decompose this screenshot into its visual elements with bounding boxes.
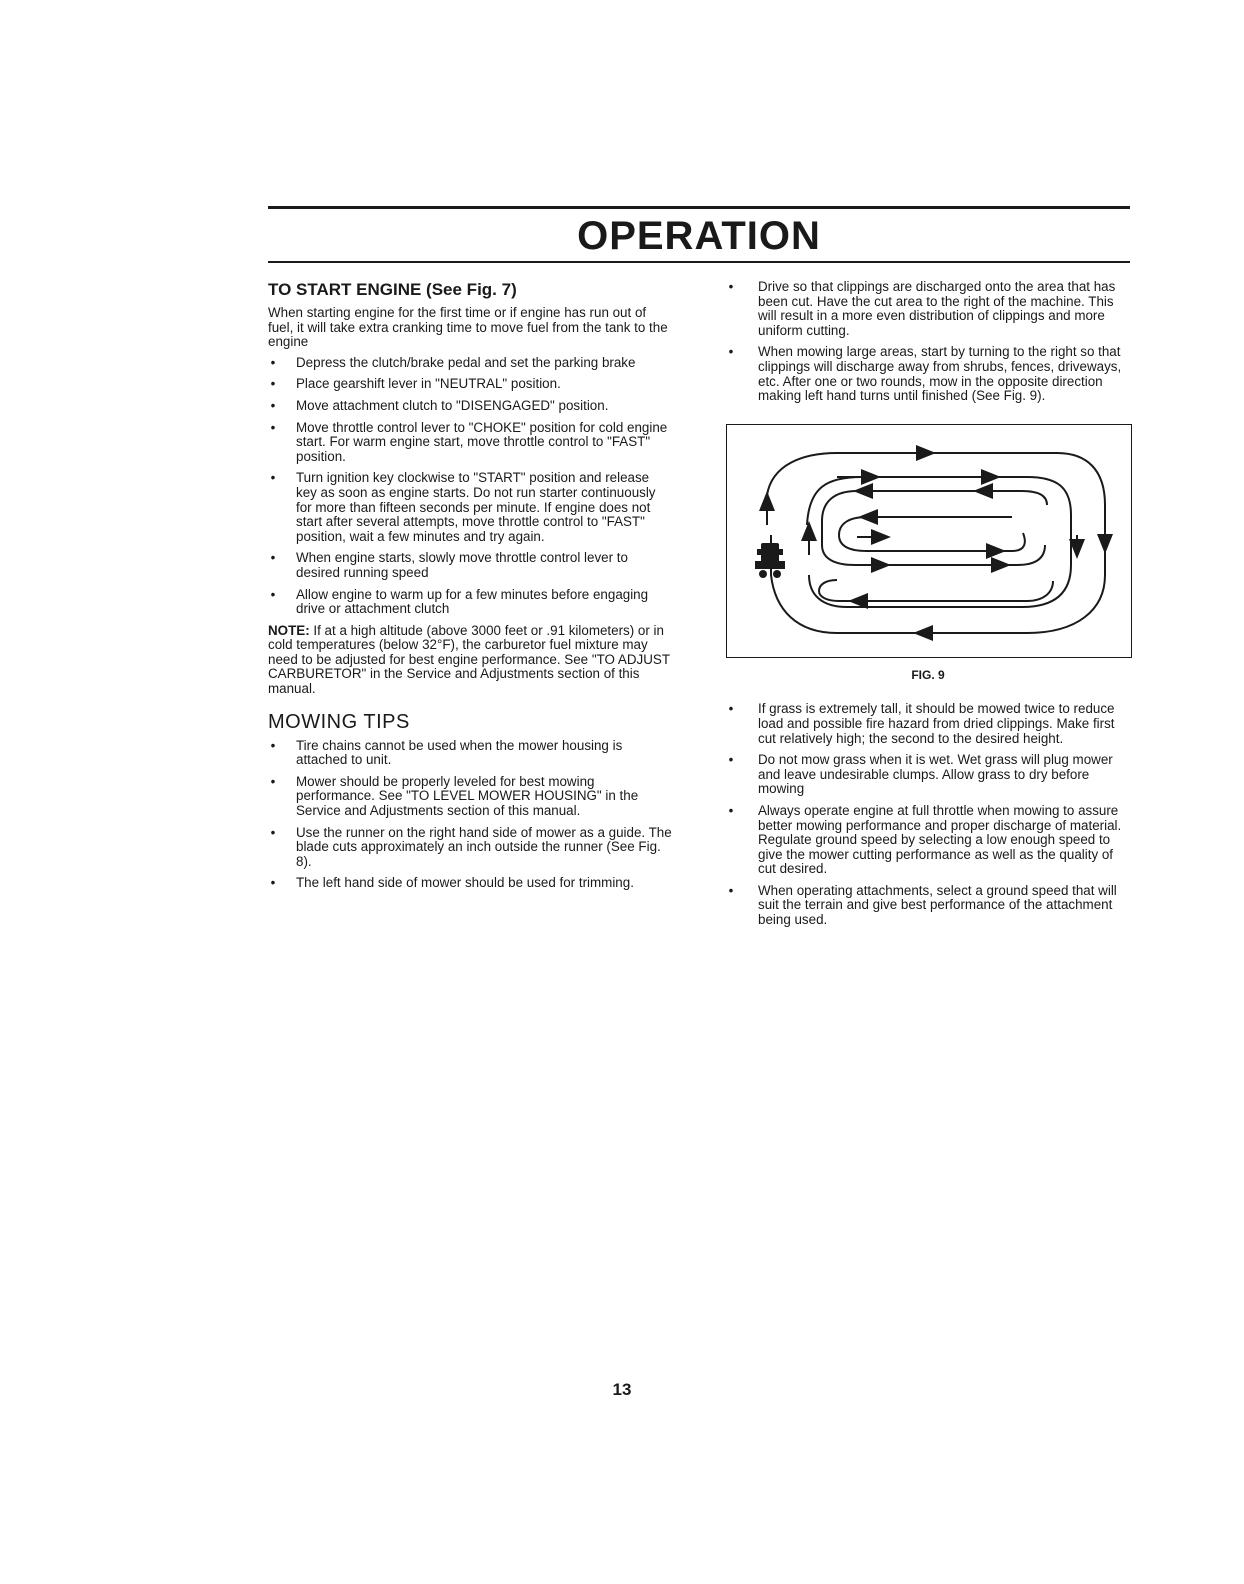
list-item: • The left hand side of mower should be used for trimming. bbox=[268, 876, 672, 891]
start-engine-heading: TO START ENGINE (See Fig. 7) bbox=[268, 280, 517, 299]
list-item: • Always operate engine at full throttle when mowing to assure better mowing performance and proper discharge of material. Regulate ground speed by selecting a low enough speed to give the mower cutting performance as well as the quality of cut desired. bbox=[726, 804, 1130, 877]
bullet-icon: • bbox=[270, 397, 276, 413]
altitude-note bbox=[268, 624, 672, 697]
list-item: • Place gearshift lever in "NEUTRAL" position. bbox=[268, 377, 672, 392]
bullet-icon: • bbox=[270, 773, 276, 789]
list-item: • Tire chains cannot be used when the mower housing is attached to unit. bbox=[268, 739, 672, 768]
list-item: • When operating attachments, select a ground speed that will suit the terrain and give best performance of the attachment being used. bbox=[726, 884, 1130, 928]
mowing-tips-list bbox=[268, 739, 672, 891]
list-item: • Do not mow grass when it is wet. Wet grass will plug mower and leave undesirable clumps. Allow grass to dry before mowing bbox=[726, 753, 1130, 797]
header-rule-top bbox=[268, 206, 1130, 209]
bullet-icon: • bbox=[728, 279, 734, 294]
note-text: If at a high altitude (above 3000 feet or .91 kilometers) or in cold temperatures (below 32°F), the carburetor fuel mixture may need to be adjusted for best engine performance. See "TO ADJUST CARBURETOR" in the Service and Adjustments section of this manual. bbox=[268, 622, 670, 697]
list-item: • When mowing large areas, start by turning to the right so that clippings will discharge away from shrubs, fences, driveways, etc. After one or two rounds, mow in the opposite direction making left hand turns until finished (See Fig. 9). bbox=[726, 345, 1130, 403]
left-column bbox=[268, 280, 672, 898]
list-item: • Use the runner on the right hand side of mower as a guide. The blade cuts approximately an inch outside the runner (See Fig. 8). bbox=[268, 826, 672, 870]
bullet-icon: • bbox=[728, 344, 734, 360]
bullet-icon: • bbox=[270, 419, 276, 435]
bullet-icon: • bbox=[270, 550, 276, 566]
fourth-path bbox=[839, 517, 1025, 551]
page-number: 13 bbox=[612, 1380, 632, 1399]
mowing-direction-list bbox=[726, 280, 1130, 404]
mowing-pattern-figure bbox=[726, 424, 1132, 658]
bullet-icon: • bbox=[270, 737, 276, 753]
list-item: • Depress the clutch/brake pedal and set the parking brake bbox=[268, 356, 672, 371]
start-engine-list bbox=[268, 356, 672, 617]
bullet-icon: • bbox=[270, 354, 276, 370]
bullet-icon: • bbox=[270, 875, 276, 891]
header-rule-bottom bbox=[268, 261, 1130, 263]
note-label: NOTE: bbox=[268, 622, 310, 638]
right-column bbox=[726, 280, 1130, 935]
figure-caption: FIG. 9 bbox=[911, 667, 945, 682]
bullet-icon: • bbox=[728, 701, 734, 717]
bullet-icon: • bbox=[270, 586, 276, 602]
start-engine-intro: When starting engine for the first time or if engine has run out of fuel, it will take extra cranking time to move fuel from the tank to the engine bbox=[268, 305, 668, 350]
mowing-pattern-diagram bbox=[727, 425, 1131, 657]
list-item: • Mower should be properly leveled for best mowing performance. See "TO LEVEL MOWER HOUSING" in the Service and Adjustments section of this manual. bbox=[268, 775, 672, 819]
second-path bbox=[807, 477, 1071, 607]
fifth-path bbox=[819, 580, 1053, 601]
list-item: • Turn ignition key clockwise to "START" position and release key as soon as engine starts. Do not run starter continuously for more than fifteen seconds per minute. If engine does not start after several attempts, move throttle control to "FAST" position, wait a few minutes and try again. bbox=[268, 471, 672, 544]
third-path bbox=[822, 491, 1047, 565]
bullet-icon: • bbox=[728, 752, 734, 768]
bullet-icon: • bbox=[270, 470, 276, 486]
list-item: • Move throttle control lever to "CHOKE" position for cold engine start. For warm engine start, move throttle control to "FAST" position. bbox=[268, 421, 672, 465]
list-item: • Allow engine to warm up for a few minutes before engaging drive or attachment clutch bbox=[268, 588, 672, 617]
list-item: • Move attachment clutch to "DISENGAGED" position. bbox=[268, 399, 672, 414]
bullet-icon: • bbox=[270, 376, 276, 392]
mowing-conditions-list bbox=[726, 702, 1130, 927]
list-item: • Drive so that clippings are discharged onto the area that has been cut. Have the cut area to the right of the machine. This will result in a more even distribution of clippings and more uniform cutting. bbox=[726, 280, 1130, 338]
page-title: OPERATION bbox=[577, 214, 821, 258]
mowing-tips-heading: MOWING TIPS bbox=[268, 710, 410, 733]
list-item: • If grass is extremely tall, it should be mowed twice to reduce load and possible fire hazard from dried clippings. Make first cut relatively high; the second to the desired height. bbox=[726, 702, 1130, 746]
bullet-icon: • bbox=[728, 882, 734, 898]
list-item: • When engine starts, slowly move throttle control lever to desired running speed bbox=[268, 551, 672, 580]
bullet-icon: • bbox=[728, 802, 734, 818]
bullet-icon: • bbox=[270, 824, 276, 840]
